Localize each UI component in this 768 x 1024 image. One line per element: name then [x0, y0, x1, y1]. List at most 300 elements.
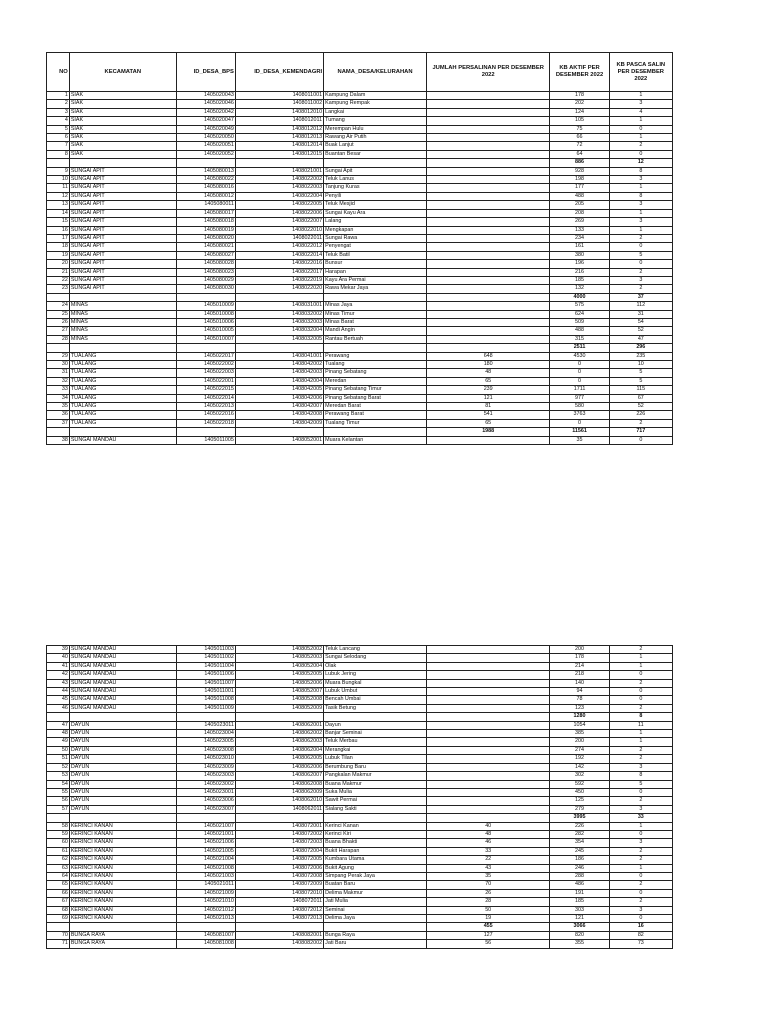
cell-kecamatan: TUALANG — [69, 394, 176, 402]
table-row — [47, 847, 673, 855]
cell-id-desa-kemendagri: 1408052001 — [235, 436, 323, 444]
cell-id-desa-kemendagri: 1408062008 — [235, 780, 323, 788]
subtotal-row — [47, 923, 673, 931]
cell-kb-aktif: 142 — [550, 763, 609, 771]
cell-kb-pasca-salin: 1 — [609, 662, 672, 670]
village-kb-table-2 — [46, 645, 673, 949]
cell-jumlah-persalinan — [426, 713, 550, 721]
cell-no: 10 — [47, 176, 70, 184]
cell-kecamatan: TUALANG — [69, 361, 176, 369]
cell-kb-pasca-salin: 2 — [609, 679, 672, 687]
cell-id-desa-kemendagri: 1408042005 — [235, 386, 323, 394]
cell-jumlah-persalinan — [426, 100, 550, 108]
cell-kb-pasca-salin: 1 — [609, 654, 672, 662]
subtotal-row — [47, 713, 673, 721]
cell-kecamatan: MINAS — [69, 310, 176, 318]
cell-id-desa-kemendagri: 1408022017 — [235, 268, 323, 276]
cell-no: 71 — [47, 940, 70, 948]
cell-kb-aktif: 509 — [550, 318, 609, 326]
village-kb-table-1 — [46, 52, 673, 445]
cell-id-desa-kemendagri: 1408042006 — [235, 394, 323, 402]
cell-id-desa-kemendagri: 1408022004 — [235, 192, 323, 200]
cell-jumlah-persalinan — [426, 92, 550, 100]
table-row — [47, 746, 673, 754]
cell-id-desa-kemendagri: 1408022002 — [235, 176, 323, 184]
cell-nama-desa: Muara Kelantan — [324, 436, 427, 444]
cell-no: 69 — [47, 915, 70, 923]
cell-no: 65 — [47, 881, 70, 889]
cell-id-desa-kemendagri: 1408072006 — [235, 864, 323, 872]
cell-jumlah-persalinan — [426, 125, 550, 133]
cell-kb-aktif: 124 — [550, 108, 609, 116]
cell-kb-pasca-salin: 2 — [609, 268, 672, 276]
cell-kb-aktif: 105 — [550, 117, 609, 125]
cell-jumlah-persalinan: 33 — [426, 847, 550, 855]
cell-id-desa-bps: 1405080013 — [176, 167, 235, 175]
cell-kecamatan: KERINCI KANAN — [69, 847, 176, 855]
cell-kb-pasca-salin: 73 — [609, 940, 672, 948]
cell-kb-pasca-salin: 0 — [609, 872, 672, 880]
cell-kecamatan: KERINCI KANAN — [69, 830, 176, 838]
table-row — [47, 646, 673, 654]
cell-no: 41 — [47, 662, 70, 670]
cell-kb-pasca-salin: 1 — [609, 209, 672, 217]
cell-jumlah-persalinan — [426, 184, 550, 192]
cell-jumlah-persalinan — [426, 805, 550, 813]
cell-jumlah-persalinan — [426, 646, 550, 654]
cell-nama-desa: Sungai Apit — [324, 167, 427, 175]
cell-kb-pasca-salin: 0 — [609, 830, 672, 838]
cell-kecamatan: SUNGAI APIT — [69, 234, 176, 242]
cell-kb-pasca-salin: 717 — [609, 428, 672, 436]
table-row — [47, 310, 673, 318]
cell-jumlah-persalinan — [426, 159, 550, 167]
cell-nama-desa: Jati Mulia — [324, 898, 427, 906]
header-nama-desa: NAMA_DESA/KELURAHAN — [324, 53, 427, 92]
cell-id-desa-bps: 1405021004 — [176, 856, 235, 864]
cell-id-desa-bps: 1405022002 — [176, 361, 235, 369]
cell-kb-aktif: 486 — [550, 881, 609, 889]
cell-id-desa-bps: 1405021005 — [176, 847, 235, 855]
cell-kb-pasca-salin: 296 — [609, 344, 672, 352]
cell-no: 15 — [47, 218, 70, 226]
cell-no: 27 — [47, 327, 70, 335]
cell-id-desa-kemendagri: 1408052005 — [235, 671, 323, 679]
cell-id-desa-kemendagri: 1408062005 — [235, 755, 323, 763]
cell-kb-pasca-salin: 5 — [609, 251, 672, 259]
cell-id-desa-bps: 1405023005 — [176, 738, 235, 746]
cell-nama-desa: Penyengat — [324, 243, 427, 251]
cell-no: 48 — [47, 730, 70, 738]
cell-no: 30 — [47, 361, 70, 369]
cell-no — [47, 344, 70, 352]
cell-kecamatan: DAYUN — [69, 738, 176, 746]
cell-id-desa-bps: 1405010009 — [176, 302, 235, 310]
cell-kb-aktif: 200 — [550, 646, 609, 654]
cell-jumlah-persalinan: 40 — [426, 822, 550, 830]
cell-jumlah-persalinan — [426, 176, 550, 184]
cell-id-desa-kemendagri: 1408032002 — [235, 310, 323, 318]
cell-id-desa-kemendagri: 1408021001 — [235, 167, 323, 175]
cell-kb-aktif: 161 — [550, 243, 609, 251]
cell-kb-aktif: 1054 — [550, 721, 609, 729]
cell-id-desa-bps: 1405021003 — [176, 872, 235, 880]
table-row — [47, 352, 673, 360]
cell-nama-desa: Kampung Rempak — [324, 100, 427, 108]
cell-no: 32 — [47, 377, 70, 385]
table-row — [47, 839, 673, 847]
cell-nama-desa: Bunsur — [324, 260, 427, 268]
cell-id-desa-kemendagri: 1408022020 — [235, 285, 323, 293]
cell-kb-aktif: 72 — [550, 142, 609, 150]
header-no: NO — [47, 53, 70, 92]
cell-kb-pasca-salin: 1 — [609, 730, 672, 738]
cell-jumlah-persalinan — [426, 696, 550, 704]
cell-id-desa-bps: 1405080020 — [176, 234, 235, 242]
cell-nama-desa: Langkai — [324, 108, 427, 116]
cell-kecamatan: KERINCI KANAN — [69, 881, 176, 889]
cell-id-desa-kemendagri: 1408072005 — [235, 856, 323, 864]
cell-kb-pasca-salin: 2 — [609, 419, 672, 427]
cell-jumlah-persalinan — [426, 310, 550, 318]
cell-kb-aktif: 288 — [550, 872, 609, 880]
table-row — [47, 218, 673, 226]
cell-kecamatan: SUNGAI APIT — [69, 167, 176, 175]
cell-kb-pasca-salin: 3 — [609, 100, 672, 108]
cell-kecamatan: SUNGAI MANDAU — [69, 654, 176, 662]
cell-nama-desa: Tualang — [324, 361, 427, 369]
cell-jumlah-persalinan — [426, 654, 550, 662]
table-row — [47, 201, 673, 209]
cell-nama-desa: Sawit Permai — [324, 797, 427, 805]
cell-id-desa-bps: 1405020043 — [176, 92, 235, 100]
cell-no: 63 — [47, 864, 70, 872]
cell-id-desa-bps: 1405023007 — [176, 805, 235, 813]
cell-id-desa-kemendagri — [235, 159, 323, 167]
table-row — [47, 872, 673, 880]
cell-jumlah-persalinan: 46 — [426, 839, 550, 847]
cell-no: 46 — [47, 704, 70, 712]
cell-jumlah-persalinan: 648 — [426, 352, 550, 360]
cell-id-desa-bps: 1405080017 — [176, 209, 235, 217]
cell-kb-pasca-salin: 67 — [609, 394, 672, 402]
cell-id-desa-bps: 1405081007 — [176, 931, 235, 939]
cell-id-desa-bps: 1405080030 — [176, 285, 235, 293]
cell-kb-aktif: 191 — [550, 889, 609, 897]
cell-jumlah-persalinan — [426, 704, 550, 712]
cell-id-desa-bps: 1405023002 — [176, 780, 235, 788]
header-kb-pasca-salin: KB PASCA SALIN PER DESEMBER 2022 — [609, 53, 672, 92]
cell-id-desa-kemendagri: 1408052003 — [235, 654, 323, 662]
table-row — [47, 134, 673, 142]
cell-id-desa-bps: 1405020047 — [176, 117, 235, 125]
cell-kb-aktif: 246 — [550, 864, 609, 872]
cell-id-desa-bps: 1405021006 — [176, 839, 235, 847]
cell-id-desa-bps: 1405011007 — [176, 679, 235, 687]
cell-jumlah-persalinan — [426, 167, 550, 175]
cell-jumlah-persalinan: 48 — [426, 369, 550, 377]
cell-no: 11 — [47, 184, 70, 192]
cell-kb-aktif: 140 — [550, 679, 609, 687]
cell-jumlah-persalinan — [426, 142, 550, 150]
cell-jumlah-persalinan: 127 — [426, 931, 550, 939]
cell-no: 2 — [47, 100, 70, 108]
cell-no: 49 — [47, 738, 70, 746]
cell-kb-aktif: 94 — [550, 688, 609, 696]
cell-kecamatan: DAYUN — [69, 805, 176, 813]
table-row — [47, 92, 673, 100]
cell-id-desa-kemendagri: 1408072011 — [235, 898, 323, 906]
cell-kb-pasca-salin: 37 — [609, 293, 672, 301]
table-row — [47, 688, 673, 696]
cell-jumlah-persalinan: 1988 — [426, 428, 550, 436]
cell-id-desa-bps: 1405011005 — [176, 436, 235, 444]
cell-nama-desa: Meredan — [324, 377, 427, 385]
table-row — [47, 403, 673, 411]
cell-jumlah-persalinan: 22 — [426, 856, 550, 864]
cell-id-desa-bps: 1405023009 — [176, 763, 235, 771]
cell-nama-desa: Kampung Dalam — [324, 92, 427, 100]
cell-kb-aktif: 488 — [550, 327, 609, 335]
cell-kb-aktif: 488 — [550, 192, 609, 200]
cell-kb-aktif: 274 — [550, 746, 609, 754]
cell-kb-pasca-salin: 0 — [609, 150, 672, 158]
cell-kb-pasca-salin: 0 — [609, 260, 672, 268]
cell-nama-desa: Simpang Perak Jaya — [324, 872, 427, 880]
cell-id-desa-bps: 1405011009 — [176, 704, 235, 712]
cell-kb-pasca-salin: 2 — [609, 234, 672, 242]
cell-kb-pasca-salin: 112 — [609, 302, 672, 310]
cell-kecamatan: SIAK — [69, 108, 176, 116]
cell-jumlah-persalinan — [426, 788, 550, 796]
cell-id-desa-bps: 1405011001 — [176, 688, 235, 696]
subtotal-row — [47, 344, 673, 352]
cell-kb-aktif: 355 — [550, 940, 609, 948]
cell-id-desa-kemendagri: 1408062003 — [235, 738, 323, 746]
table-row — [47, 906, 673, 914]
table-row — [47, 192, 673, 200]
table-row — [47, 419, 673, 427]
cell-id-desa-kemendagri: 1408042003 — [235, 369, 323, 377]
cell-kb-pasca-salin: 31 — [609, 310, 672, 318]
cell-id-desa-kemendagri: 1408012015 — [235, 150, 323, 158]
cell-no: 23 — [47, 285, 70, 293]
cell-id-desa-kemendagri — [235, 923, 323, 931]
cell-id-desa-bps: 1405011004 — [176, 662, 235, 670]
cell-no: 34 — [47, 394, 70, 402]
cell-id-desa-bps: 1405011002 — [176, 654, 235, 662]
cell-kb-pasca-salin: 3 — [609, 218, 672, 226]
cell-kecamatan: TUALANG — [69, 369, 176, 377]
cell-kecamatan: SUNGAI APIT — [69, 260, 176, 268]
cell-kb-pasca-salin: 33 — [609, 814, 672, 822]
cell-kb-pasca-salin: 12 — [609, 159, 672, 167]
cell-jumlah-persalinan: 43 — [426, 864, 550, 872]
cell-nama-desa — [324, 159, 427, 167]
cell-id-desa-bps — [176, 923, 235, 931]
cell-jumlah-persalinan — [426, 243, 550, 251]
cell-nama-desa: Sialang Sakti — [324, 805, 427, 813]
cell-jumlah-persalinan — [426, 318, 550, 326]
cell-id-desa-kemendagri: 1408052004 — [235, 662, 323, 670]
cell-no: 40 — [47, 654, 70, 662]
cell-nama-desa: Olak — [324, 662, 427, 670]
cell-kb-aktif: 64 — [550, 150, 609, 158]
cell-kb-aktif: 198 — [550, 176, 609, 184]
cell-nama-desa: Teluk Merbau — [324, 738, 427, 746]
cell-id-desa-bps: 1405020050 — [176, 134, 235, 142]
cell-kecamatan: SUNGAI APIT — [69, 226, 176, 234]
subtotal-row — [47, 159, 673, 167]
cell-kecamatan: TUALANG — [69, 377, 176, 385]
cell-kb-aktif: 820 — [550, 931, 609, 939]
cell-jumlah-persalinan: 48 — [426, 830, 550, 838]
cell-kecamatan: TUALANG — [69, 411, 176, 419]
cell-kb-aktif: 205 — [550, 201, 609, 209]
cell-id-desa-kemendagri: 1408072008 — [235, 872, 323, 880]
cell-kb-pasca-salin: 2 — [609, 797, 672, 805]
cell-id-desa-bps: 1405020051 — [176, 142, 235, 150]
cell-nama-desa: Seminai — [324, 906, 427, 914]
cell-kb-pasca-salin: 16 — [609, 923, 672, 931]
cell-kecamatan: KERINCI KANAN — [69, 915, 176, 923]
cell-kb-aktif: 0 — [550, 419, 609, 427]
cell-kb-pasca-salin: 8 — [609, 772, 672, 780]
cell-kecamatan: SUNGAI APIT — [69, 209, 176, 217]
cell-id-desa-kemendagri: 1408072010 — [235, 889, 323, 897]
cell-id-desa-kemendagri: 1408041001 — [235, 352, 323, 360]
cell-nama-desa: Buana Bhakti — [324, 839, 427, 847]
cell-id-desa-kemendagri: 1408072003 — [235, 839, 323, 847]
subtotal-row — [47, 293, 673, 301]
table-row — [47, 654, 673, 662]
cell-kb-aktif: 4000 — [550, 293, 609, 301]
cell-id-desa-kemendagri: 1408022006 — [235, 209, 323, 217]
cell-no: 5 — [47, 125, 70, 133]
cell-kb-aktif: 178 — [550, 654, 609, 662]
table-2-body — [47, 646, 673, 949]
cell-kecamatan — [69, 293, 176, 301]
cell-kb-pasca-salin: 3 — [609, 906, 672, 914]
cell-id-desa-kemendagri: 1408072009 — [235, 881, 323, 889]
cell-id-desa-kemendagri: 1408042004 — [235, 377, 323, 385]
cell-jumlah-persalinan — [426, 730, 550, 738]
cell-kb-pasca-salin: 0 — [609, 671, 672, 679]
cell-kecamatan: TUALANG — [69, 419, 176, 427]
cell-kb-pasca-salin: 8 — [609, 192, 672, 200]
cell-id-desa-bps: 1405021008 — [176, 864, 235, 872]
cell-jumlah-persalinan: 26 — [426, 889, 550, 897]
cell-kb-pasca-salin: 1 — [609, 822, 672, 830]
cell-no: 12 — [47, 192, 70, 200]
subtotal-row — [47, 814, 673, 822]
table-row — [47, 167, 673, 175]
cell-kb-aktif: 226 — [550, 822, 609, 830]
cell-kecamatan: SIAK — [69, 150, 176, 158]
cell-kb-aktif: 178 — [550, 92, 609, 100]
cell-nama-desa: Sungai Kayu Ara — [324, 209, 427, 217]
cell-no: 53 — [47, 772, 70, 780]
cell-kecamatan: SUNGAI APIT — [69, 285, 176, 293]
cell-kb-aktif: 928 — [550, 167, 609, 175]
cell-id-desa-kemendagri — [235, 713, 323, 721]
cell-id-desa-kemendagri: 1408042002 — [235, 361, 323, 369]
cell-id-desa-kemendagri: 1408042009 — [235, 419, 323, 427]
cell-nama-desa: Delima Makmur — [324, 889, 427, 897]
table-row — [47, 830, 673, 838]
cell-kb-aktif: 0 — [550, 377, 609, 385]
cell-kb-pasca-salin: 4 — [609, 108, 672, 116]
cell-id-desa-bps: 1405022013 — [176, 403, 235, 411]
cell-kecamatan: TUALANG — [69, 386, 176, 394]
table-row — [47, 730, 673, 738]
cell-id-desa-bps: 1405011003 — [176, 646, 235, 654]
table-row — [47, 788, 673, 796]
cell-nama-desa: Merempan Hulu — [324, 125, 427, 133]
table-row — [47, 721, 673, 729]
cell-id-desa-bps: 1405023004 — [176, 730, 235, 738]
cell-jumlah-persalinan — [426, 721, 550, 729]
cell-id-desa-kemendagri: 1408062004 — [235, 746, 323, 754]
cell-jumlah-persalinan — [426, 192, 550, 200]
cell-nama-desa: Teluk Lanus — [324, 176, 427, 184]
cell-kecamatan: KERINCI KANAN — [69, 839, 176, 847]
cell-no: 36 — [47, 411, 70, 419]
cell-kb-pasca-salin: 1 — [609, 738, 672, 746]
cell-jumlah-persalinan: 65 — [426, 377, 550, 385]
cell-nama-desa: Banjar Seminai — [324, 730, 427, 738]
cell-no: 21 — [47, 268, 70, 276]
cell-id-desa-bps: 1405080012 — [176, 192, 235, 200]
cell-nama-desa: Merangkai — [324, 746, 427, 754]
cell-kb-aktif: 354 — [550, 839, 609, 847]
cell-jumlah-persalinan: 70 — [426, 881, 550, 889]
cell-id-desa-bps: 1405021007 — [176, 822, 235, 830]
cell-kb-aktif: 121 — [550, 915, 609, 923]
cell-kb-pasca-salin: 0 — [609, 788, 672, 796]
cell-kb-aktif: 3995 — [550, 814, 609, 822]
cell-id-desa-bps: 1405011006 — [176, 671, 235, 679]
cell-nama-desa: Buak Lanjut — [324, 142, 427, 150]
cell-id-desa-bps: 1405010007 — [176, 335, 235, 343]
table-row — [47, 772, 673, 780]
cell-kecamatan: SUNGAI APIT — [69, 218, 176, 226]
cell-kb-pasca-salin: 1 — [609, 864, 672, 872]
cell-id-desa-bps: 1405011008 — [176, 696, 235, 704]
cell-jumlah-persalinan: 19 — [426, 915, 550, 923]
cell-id-desa-bps: 1405021012 — [176, 906, 235, 914]
cell-id-desa-kemendagri: 1408022010 — [235, 226, 323, 234]
cell-id-desa-kemendagri: 1408012013 — [235, 134, 323, 142]
cell-no: 38 — [47, 436, 70, 444]
cell-id-desa-kemendagri: 1408022003 — [235, 184, 323, 192]
cell-jumlah-persalinan — [426, 234, 550, 242]
cell-id-desa-bps: 1405010006 — [176, 318, 235, 326]
cell-jumlah-persalinan: 50 — [426, 906, 550, 914]
cell-kecamatan: DAYUN — [69, 780, 176, 788]
cell-kb-aktif: 269 — [550, 218, 609, 226]
cell-id-desa-bps: 1405021001 — [176, 830, 235, 838]
cell-kb-pasca-salin: 0 — [609, 436, 672, 444]
cell-jumlah-persalinan — [426, 293, 550, 301]
cell-id-desa-kemendagri: 1408012012 — [235, 125, 323, 133]
cell-kb-aktif: 886 — [550, 159, 609, 167]
cell-kb-aktif: 75 — [550, 125, 609, 133]
cell-no: 14 — [47, 209, 70, 217]
cell-jumlah-persalinan — [426, 772, 550, 780]
cell-no: 68 — [47, 906, 70, 914]
cell-nama-desa: Buatan Baru — [324, 881, 427, 889]
